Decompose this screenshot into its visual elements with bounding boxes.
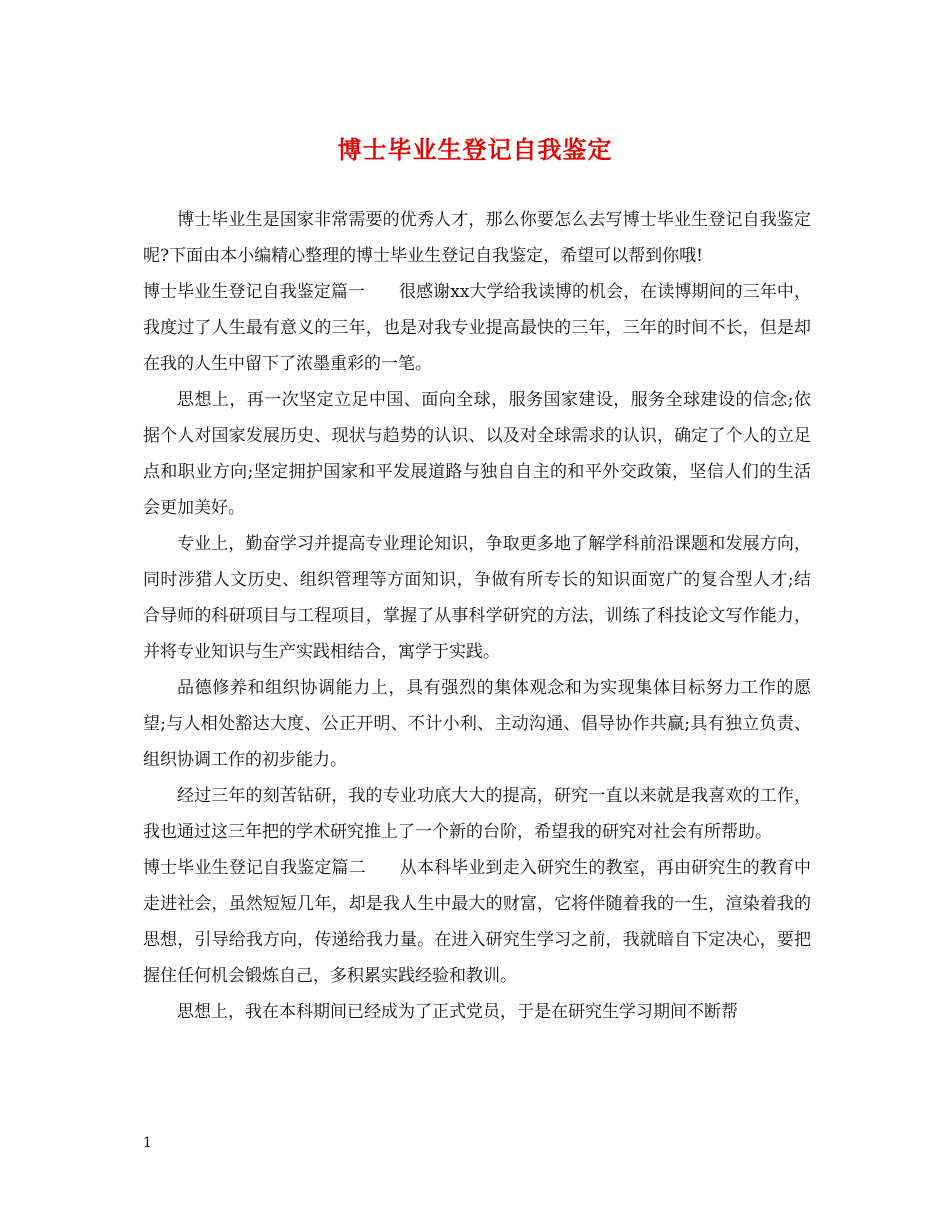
document-title: 博士毕业生登记自我鉴定 [337, 135, 613, 164]
section-1-heading: 博士毕业生登记自我鉴定篇一 [143, 282, 366, 302]
section-1-paragraph-thought: 思想上，再一次坚定立足中国、面向全球，服务国家建设，服务全球建设的信念;依据个人对国家发展历史、现状与趋势的认识、以及对全球需求的认识，确定了个人的立足点和职业方向;坚定拥护国家和平发展道路与独自自主的和平外交政策，坚信人们的生活会更加美好。 [143, 390, 811, 518]
section-2-heading: 博士毕业生登记自我鉴定篇二 [143, 858, 366, 878]
section-1-paragraph [143, 274, 811, 382]
section-1-paragraph-character: 品德修养和组织协调能力上，具有强烈的集体观念和为实现集体目标努力工作的愿望;与人相处豁达大度、公正开明、不计小利、主动沟通、倡导协作共赢;具有独立负责、组织协调工作的初步能力。 [143, 678, 811, 770]
document-body [143, 202, 811, 1030]
section-2-lead: 从本科毕业到走入研究生的教室，再由研究生的教育中走进社会，虽然短短几年，却是我人生中最大的财富，它将伴随着我的一生，渲染着我的思想，引导给我方向，传递给我力量。在进入研究生学习之前，我就暗自下定决心，要把握住任何机会锻炼自己，多积累实践经验和教训。 [143, 858, 812, 986]
section-2-paragraph-thought: 思想上，我在本科期间已经成为了正式党员，于是在研究生学习期间不断帮 [177, 1002, 738, 1022]
section-1-paragraph-professional: 专业上，勤奋学习并提高专业理论知识，争取更多地了解学科前沿课题和发展方向，同时涉猎人文历史、组织管理等方面知识，争做有所专长的知识面宽广的复合型人才;结合导师的科研项目与工程项目，掌握了从事科学研究的方法，训练了科技论文写作能力，并将专业知识与生产实践相结合，寓学于实践。 [143, 534, 811, 662]
section-2-paragraph [143, 850, 811, 994]
intro-paragraph: 博士毕业生是国家非常需要的优秀人才，那么你要怎么去写博士毕业生登记自我鉴定呢?下面由本小编精心整理的博士毕业生登记自我鉴定，希望可以帮到你哦! [143, 210, 811, 266]
section-1-lead: 很感谢xx大学给我读博的机会，在读博期间的三年中，我度过了人生最有意义的三年，也是对我专业提高最快的三年，三年的时间不长，但是却在我的人生中留下了浓墨重彩的一笔。 [143, 282, 811, 374]
section-1-paragraph-summary: 经过三年的刻苦钻研，我的专业功底大大的提高，研究一直以来就是我喜欢的工作，我也通过这三年把的学术研究推上了一个新的台阶，希望我的研究对社会有所帮助。 [143, 786, 811, 842]
page-number: 1 [143, 1135, 152, 1151]
